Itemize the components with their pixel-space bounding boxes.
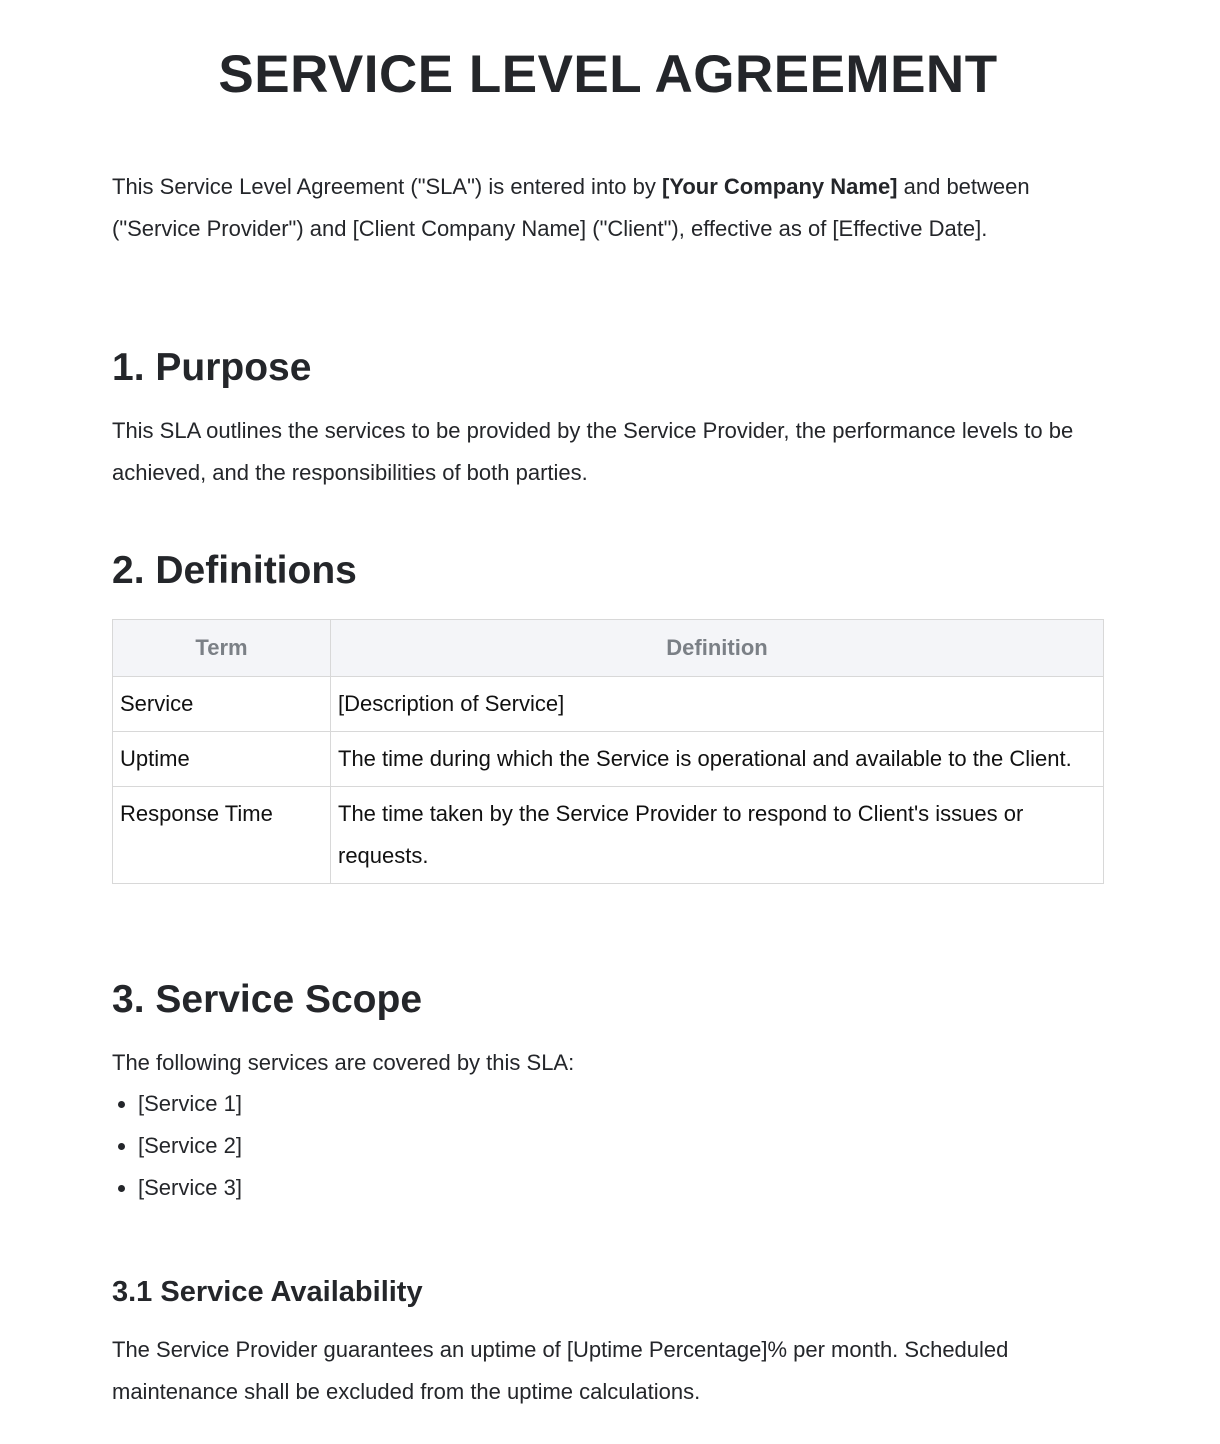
company-name-placeholder: [Your Company Name] — [662, 174, 898, 199]
purpose-heading: 1. Purpose — [112, 346, 312, 389]
scope-text: The following services are covered by this SLA: — [112, 1050, 575, 1075]
table-row — [113, 732, 1104, 787]
availability-text: The Service Provider guarantees an uptime of [Uptime Percentage]% per month. Scheduled maintenance shall be excluded from the uptime calculations. — [112, 1337, 1009, 1404]
term-cell: Response Time — [113, 787, 331, 884]
list-item: • [Service 1] — [138, 1083, 1130, 1125]
intro-paragraph — [112, 166, 1104, 250]
scope-heading: 3. Service Scope — [112, 978, 423, 1021]
definitions-heading: 2. Definitions — [112, 549, 357, 592]
definitions-table — [112, 619, 1104, 884]
intro-text-continued: and between ("Service Provider") and [Client Company Name] ("Client"), effective as of [Effective Date]. — [112, 174, 1030, 241]
table-row — [113, 677, 1104, 732]
intro-text: This Service Level Agreement ("SLA") is entered into by — [112, 174, 662, 199]
definition-cell: [Description of Service] — [331, 677, 1104, 732]
definition-cell: The time taken by the Service Provider to respond to Client's issues or requests. — [331, 787, 1104, 884]
definitions-table-wrapper — [112, 619, 1104, 884]
term-cell: Uptime — [113, 732, 331, 787]
column-header-term: Term — [113, 620, 331, 677]
table-header-row — [113, 620, 1104, 677]
document-title: SERVICE LEVEL AGREEMENT — [218, 45, 998, 104]
purpose-text: This SLA outlines the services to be provided by the Service Provider, the performance levels to be achieved, and the responsibilities of both parties. — [112, 418, 1074, 485]
column-header-definition: Definition — [331, 620, 1104, 677]
services-list — [112, 1083, 1130, 1209]
list-item: • [Service 2] — [138, 1125, 1130, 1167]
availability-heading: 3.1 Service Availability — [112, 1276, 423, 1308]
table-row — [113, 787, 1104, 884]
definition-cell: The time during which the Service is operational and available to the Client. — [331, 732, 1104, 787]
list-item: • [Service 3] — [138, 1167, 1130, 1209]
term-cell: Service — [113, 677, 331, 732]
